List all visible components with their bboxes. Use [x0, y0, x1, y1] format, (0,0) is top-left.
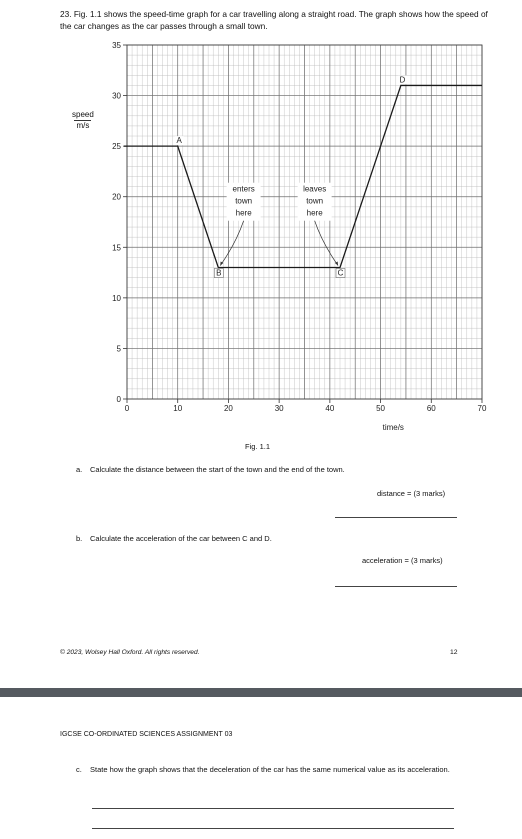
copyright-footer: © 2023, Wolsey Hall Oxford. All rights reserved. — [60, 649, 200, 656]
part-c-letter: c. — [76, 765, 82, 774]
y-tick-label: 10 — [112, 293, 121, 303]
y-tick-label: 15 — [112, 243, 121, 253]
x-tick-label: 20 — [223, 404, 233, 413]
y-tick-label: 35 — [112, 41, 121, 50]
annotation-text: leaves — [303, 184, 327, 194]
annotation-arrow — [220, 221, 243, 266]
y-tick-label: 25 — [112, 142, 121, 152]
acceleration-answer-label: acceleration = (3 marks) — [362, 556, 443, 565]
grid-major — [127, 45, 482, 399]
y-tick-label: 20 — [112, 192, 121, 202]
x-tick-label: 10 — [173, 404, 183, 413]
question-body: Fig. 1.1 shows the speed-time graph for a car travelling along a straight road. The graph shows how the speed of the car changes as the car passes through a small town. — [60, 9, 488, 31]
annotation-text: here — [235, 208, 252, 218]
x-tick-label: 70 — [477, 404, 487, 413]
part-a-letter: a. — [76, 465, 83, 474]
distance-answer-line[interactable] — [335, 517, 457, 518]
annotation-text: town — [235, 196, 253, 206]
distance-answer-label: distance = (3 marks) — [377, 489, 446, 498]
annotation-text: enters — [232, 184, 255, 194]
point-label-a: A — [176, 136, 182, 146]
x-tick-label: 40 — [325, 404, 335, 413]
annotation-text: town — [306, 196, 324, 206]
part-c-text: State how the graph shows that the deceleration of the car has the same numerical value as its acceleration. — [90, 765, 450, 774]
part-a-text: Calculate the distance between the start of the town and the end of the town. — [90, 465, 345, 474]
assignment-title: IGCSE CO-ORDINATED SCIENCES ASSIGNMENT 03 — [60, 731, 233, 738]
y-tick-label: 30 — [112, 91, 121, 101]
y-axis-quantity: speed — [72, 110, 94, 119]
page-13 — [0, 697, 522, 839]
x-tick-label: 30 — [274, 404, 284, 413]
x-tick-label: 60 — [426, 404, 436, 413]
annotation-text: here — [306, 208, 323, 218]
y-axis-unit: m/s — [76, 121, 90, 130]
part-c — [76, 764, 466, 776]
figure-caption: Fig. 1.1 — [245, 442, 271, 451]
acceleration-answer-line[interactable] — [335, 586, 457, 587]
part-c-answer-line-1[interactable] — [92, 808, 454, 809]
y-tick-label: 5 — [116, 344, 121, 354]
page-number: 12 — [450, 649, 458, 656]
part-c-answer-line-2[interactable] — [92, 828, 454, 829]
x-axis-label: time/s — [382, 423, 404, 432]
part-b-letter: b. — [76, 534, 83, 543]
part-b-text: Calculate the acceleration of the car between C and D. — [90, 534, 272, 543]
y-tick-label: 0 — [116, 395, 121, 404]
annotation-arrow — [315, 221, 338, 266]
point-label-d: D — [399, 75, 406, 85]
point-label-c: C — [337, 268, 344, 278]
page-separator — [0, 688, 522, 697]
question-number: 23. — [60, 9, 72, 19]
x-tick-label: 0 — [124, 404, 130, 413]
point-label-b: B — [216, 268, 222, 278]
x-tick-label: 50 — [376, 404, 386, 413]
